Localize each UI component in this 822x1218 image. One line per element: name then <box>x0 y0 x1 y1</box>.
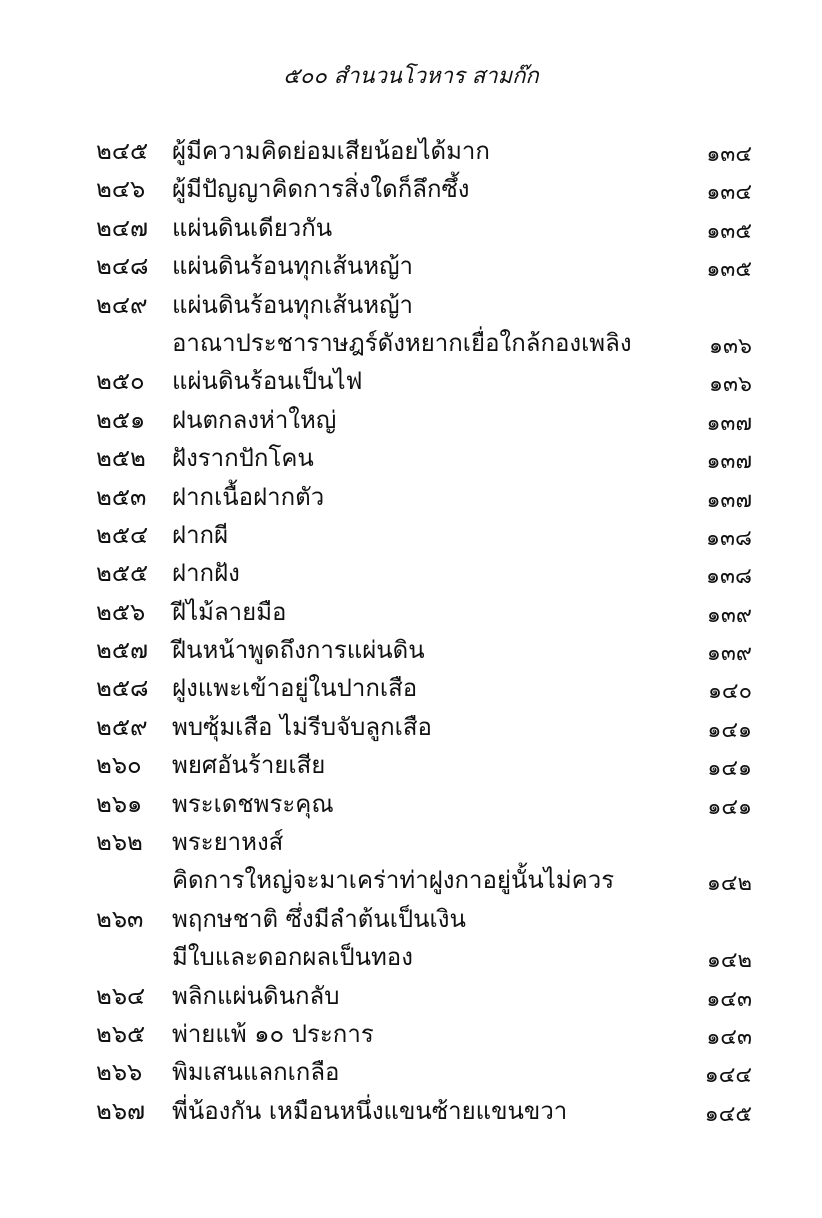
entry-page-number: ๑๓๙ <box>706 641 752 667</box>
entry-title: พบซุ้มเสือ ไม่รีบจับลูกเสือ <box>172 712 432 741</box>
entry-page-number: ๑๔๓ <box>706 986 752 1012</box>
entry-title: ฝนตกลงห่าใหญ่ <box>172 405 337 434</box>
entry-number: ๒๕๖ <box>96 597 146 626</box>
toc-entry <box>96 1053 752 1091</box>
toc-entry <box>96 209 752 247</box>
toc-entry <box>96 132 752 170</box>
entry-title: ฝังรากปักโคน <box>172 444 314 473</box>
entry-number: ๒๕๒ <box>96 444 146 473</box>
entry-page-number: ๑๓๘ <box>706 525 752 551</box>
entry-title: ผู้มีความคิดย่อมเสียน้อยได้มาก <box>172 137 490 165</box>
toc-entry <box>96 593 752 631</box>
entry-number: ๒๖๖ <box>96 1058 143 1087</box>
entry-title: มีใบและดอกผลเป็นทอง <box>172 943 413 972</box>
toc-entry <box>96 1015 752 1053</box>
entry-title: พระเดชพระคุณ <box>172 789 334 818</box>
toc-entry <box>96 746 752 784</box>
entry-page-number: ๑๓๗ <box>706 449 752 475</box>
entry-title: พระยาหงส์ <box>172 828 284 857</box>
entry-page-number: ๑๓๖ <box>709 333 752 359</box>
entry-number: ๒๔๙ <box>96 290 148 319</box>
toc-entry <box>96 247 752 285</box>
running-header: ๕๐๐ สำนวนโวหาร สามก๊ก <box>283 64 539 89</box>
entry-page-number: ๑๔๑ <box>707 756 752 782</box>
entry-title: อาณาประชาราษฎร์ดังหยากเยื่อใกล้กองเพลิง <box>172 328 632 357</box>
entry-number: ๒๕๗ <box>96 636 149 665</box>
toc-entry <box>96 286 752 324</box>
entry-page-number: ๑๓๖ <box>709 372 752 398</box>
entry-number: ๒๕๕ <box>96 559 149 588</box>
entry-title: พิมเสนแลกเกลือ <box>172 1058 340 1087</box>
entry-title: ฝูงแพะเข้าอยู่ในปากเสือ <box>172 674 418 703</box>
entry-page-number: ๑๔๐ <box>707 679 752 705</box>
toc-entry <box>96 900 752 938</box>
entry-title: พี่น้องกัน เหมือนหนึ่งแขนซ้ายแขนขวา <box>172 1096 568 1125</box>
entry-title: แผ่นดินร้อนเป็นไฟ <box>172 367 363 396</box>
entry-page-number: ๑๔๒ <box>706 948 752 974</box>
toc-entry <box>96 362 752 400</box>
entry-title: แผ่นดินร้อนทุกเส้นหญ้า <box>172 290 413 319</box>
toc-entry <box>96 1092 752 1130</box>
entry-number: ๒๕๑ <box>96 405 146 434</box>
entry-page-number: ๑๔๑ <box>707 794 752 820</box>
entry-page-number: ๑๔๔ <box>704 1063 752 1089</box>
entry-number: ๒๔๗ <box>96 213 149 242</box>
entry-page-number: ๑๓๗ <box>706 410 752 436</box>
entry-number: ๒๕๔ <box>96 520 149 549</box>
entry-title: พฤกษชาติ ซึ่งมีลำต้นเป็นเงิน <box>172 904 466 933</box>
entry-number: ๒๕๐ <box>96 367 145 396</box>
entry-title: ฝีไม้ลายมือ <box>172 597 287 626</box>
entry-page-number: ๑๔๕ <box>704 1101 752 1127</box>
entry-number: ๒๖๐ <box>96 751 142 780</box>
entry-number: ๒๖๒ <box>96 828 143 857</box>
toc-entry <box>96 516 752 554</box>
entry-page-number: ๑๓๕ <box>706 257 752 283</box>
entry-page-number: ๑๓๗ <box>706 487 752 513</box>
table-of-contents <box>96 132 752 1130</box>
entry-number: ๒๔๖ <box>96 175 146 204</box>
toc-entry <box>96 977 752 1015</box>
entry-page-number: ๑๔๒ <box>706 871 752 897</box>
toc-entry <box>96 170 752 208</box>
toc-entry <box>96 631 752 669</box>
toc-entry <box>96 554 752 592</box>
entry-title: คิดการใหญ่จะมาเคร่าท่าฝูงกาอยู่นั้นไม่ควร <box>172 866 615 895</box>
toc-entry <box>96 938 752 976</box>
entry-number: ๒๖๕ <box>96 1019 146 1048</box>
entry-number: ๒๔๘ <box>96 252 149 281</box>
entry-page-number: ๑๓๔ <box>706 142 752 167</box>
toc-entry <box>96 478 752 516</box>
entry-title: พลิกแผ่นดินกลับ <box>172 981 340 1010</box>
entry-title: แผ่นดินร้อนทุกเส้นหญ้า <box>172 252 413 281</box>
toc-entry <box>96 823 752 861</box>
toc-entry <box>96 669 752 707</box>
entry-number: ๒๖๔ <box>96 981 146 1010</box>
entry-page-number: ๑๓๘ <box>706 564 752 590</box>
entry-number: ๒๖๗ <box>96 1096 146 1125</box>
entry-title: ฝากผี <box>172 520 229 549</box>
entry-title: ฝากฝัง <box>172 559 240 588</box>
entry-number: ๒๕๙ <box>96 712 148 741</box>
entry-number: ๒๕๓ <box>96 482 147 511</box>
entry-page-number: ๑๓๕ <box>706 218 752 244</box>
entry-title: พยศอันร้ายเสีย <box>172 751 326 780</box>
toc-entry <box>96 439 752 477</box>
toc-entry <box>96 401 752 439</box>
toc-entry <box>96 861 752 899</box>
entry-title: ฝีนหน้าพูดถึงการแผ่นดิน <box>172 636 425 665</box>
toc-entry <box>96 324 752 362</box>
entry-number: ๒๖๓ <box>96 904 144 933</box>
entry-page-number: ๑๓๙ <box>706 602 752 628</box>
entry-title: พ่ายแพ้ ๑๐ ประการ <box>172 1019 374 1048</box>
toc-entry <box>96 708 752 746</box>
entry-title: ผู้มีปัญญาคิดการสิ่งใดก็ลึกซึ้ง <box>172 175 470 204</box>
toc-entry <box>96 785 752 823</box>
entry-number: ๒๔๕ <box>96 137 149 165</box>
entry-title: ฝากเนื้อฝากตัว <box>172 482 325 511</box>
entry-title: แผ่นดินเดียวกัน <box>172 213 333 242</box>
entry-page-number: ๑๔๑ <box>707 717 752 743</box>
entry-page-number: ๑๓๔ <box>706 180 752 206</box>
entry-page-number: ๑๔๓ <box>706 1024 752 1050</box>
entry-number: ๒๕๘ <box>96 674 149 703</box>
entry-number: ๒๖๑ <box>96 789 143 818</box>
